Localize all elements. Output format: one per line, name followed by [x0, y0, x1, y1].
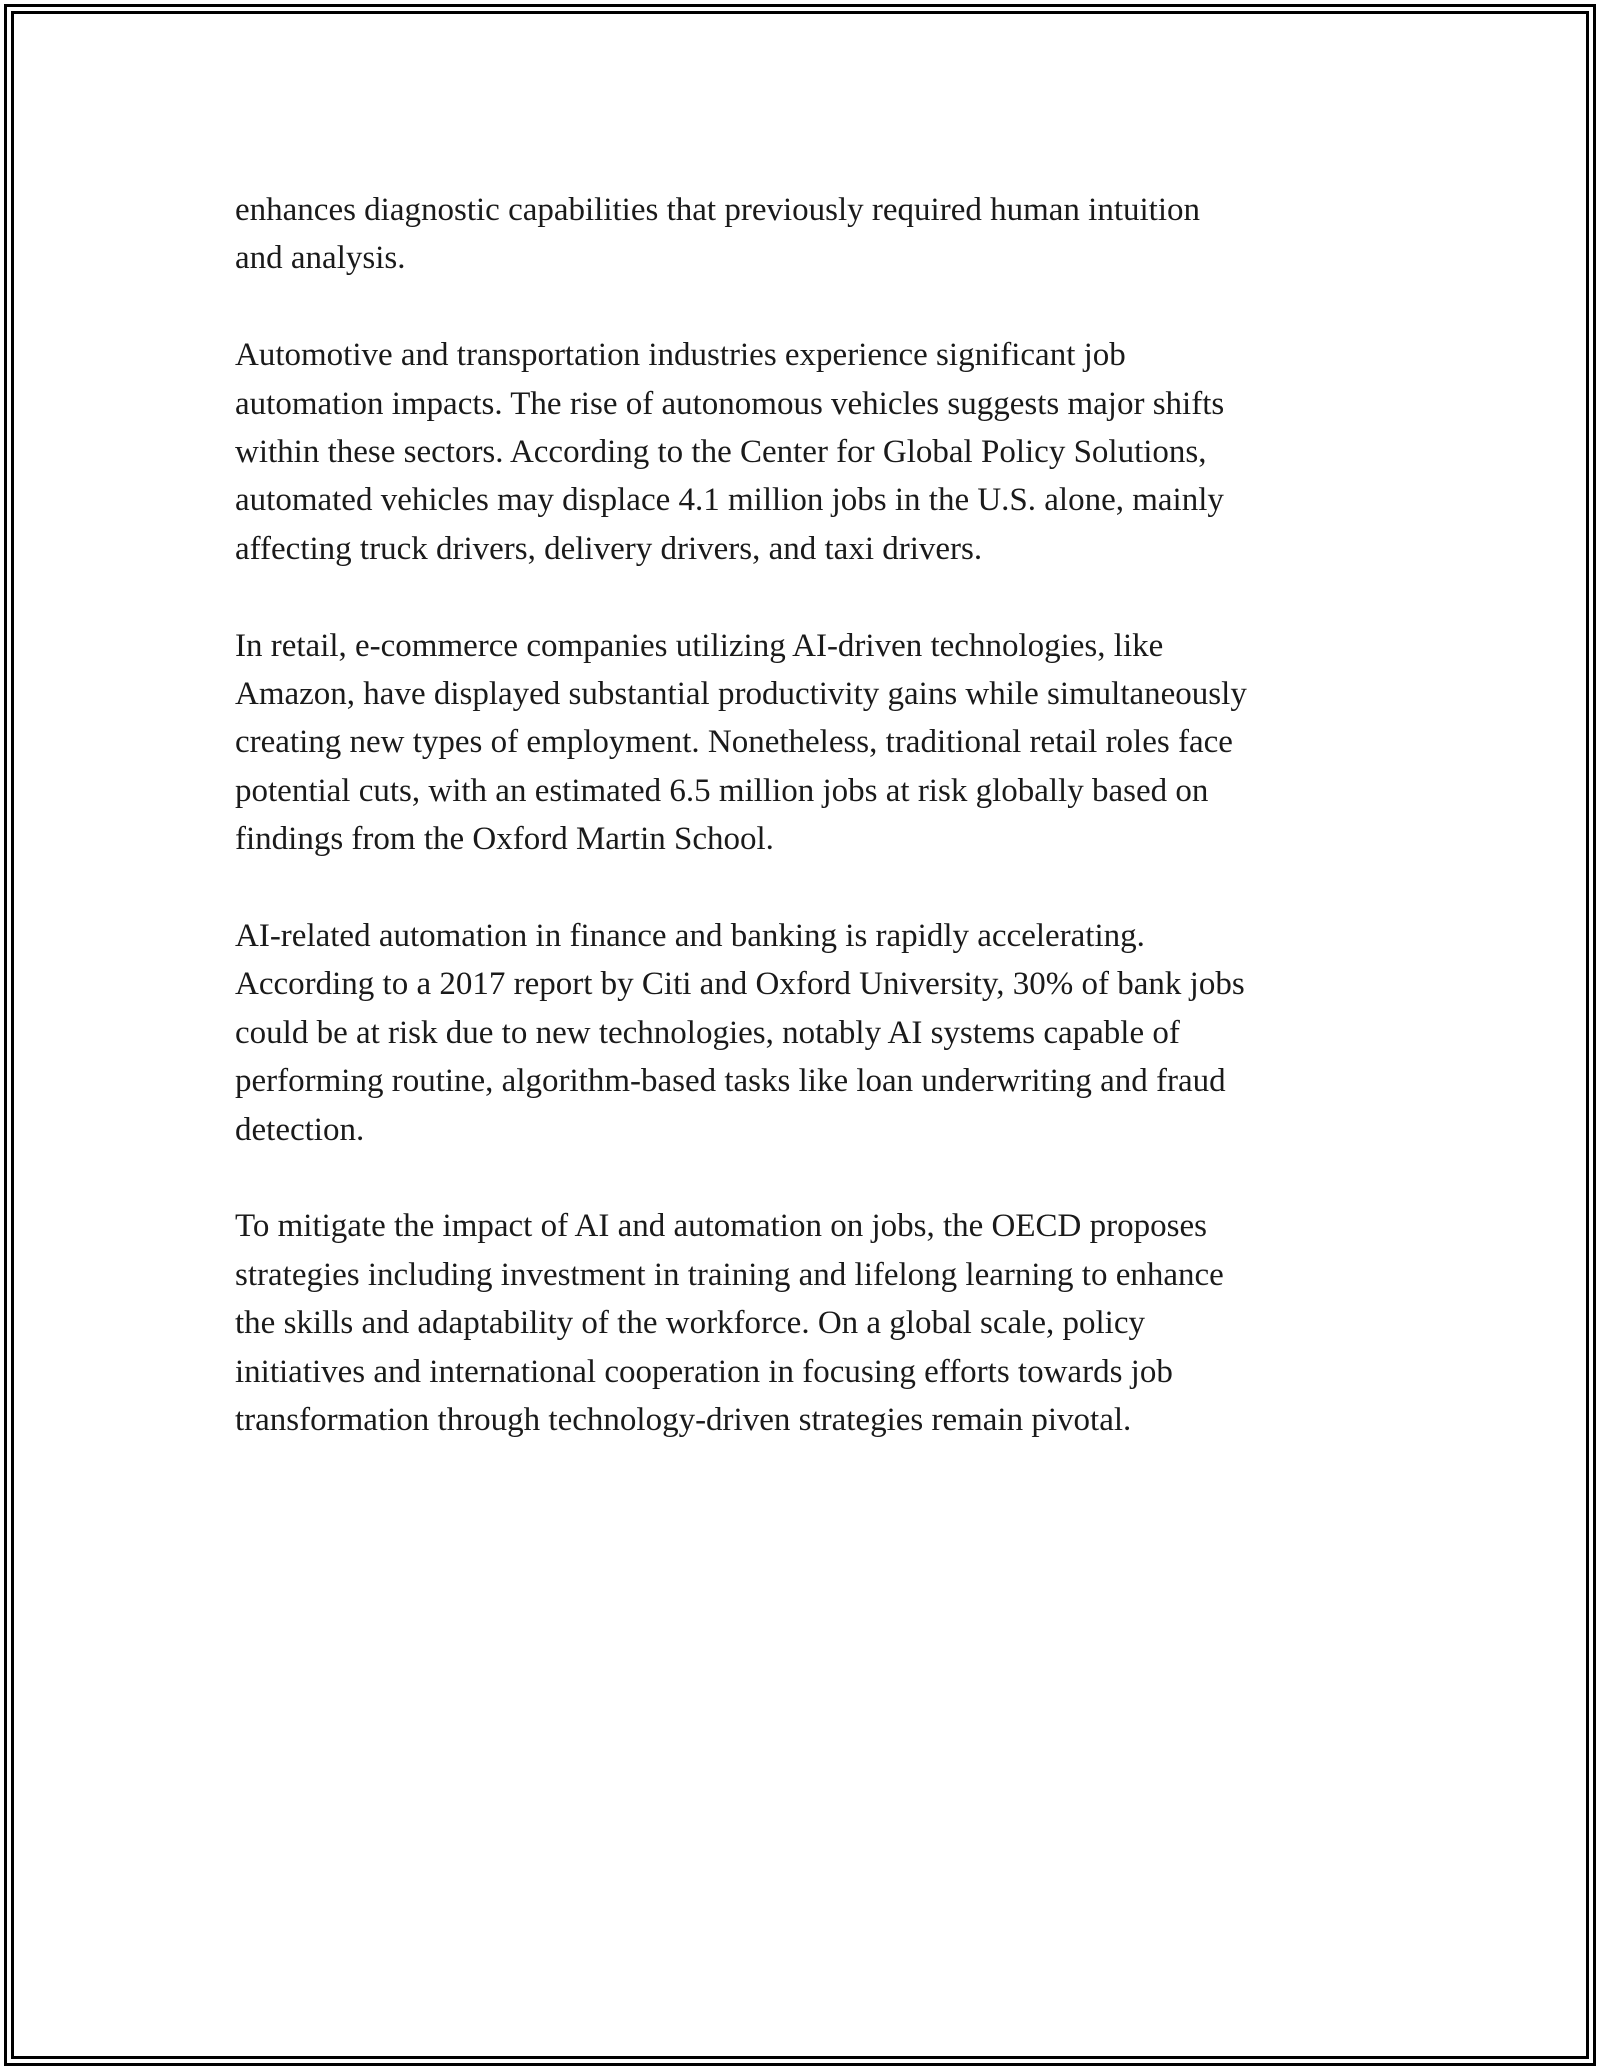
document-body: [235, 186, 1365, 1493]
paragraph-retail: In retail, e-commerce companies utilizing AI-driven technologies, like Amazon, have displayed substantial productivity gains while simultaneously creating new types of employment. Nonetheless, traditional retail roles face potential cuts, with an estimated 6.5 million jobs at risk globally based on findings from the Oxford Martin School.: [235, 627, 1247, 858]
paragraph-mitigation: To mitigate the impact of AI and automation on jobs, the OECD proposes strategies including investment in training and lifelong learning to enhance the skills and adaptability of the workforce. On a global scale, policy initiatives and international cooperation in focusing efforts towards job transformation through technology-driven strategies remain pivotal.: [235, 1208, 1224, 1439]
paragraph-diagnostics: enhances diagnostic capabilities that previously required human intuition and analysis.: [235, 192, 1200, 277]
paragraph-transportation: Automotive and transportation industries experience significant job automation impacts. The rise of autonomous vehicles suggests major shifts within these sectors. According to the Center for Global Policy Solutions, automated vehicles may displace 4.1 million jobs in the U.S. alone, mainly affecting truck drivers, delivery drivers, and taxi drivers.: [235, 337, 1225, 567]
paragraph-finance: AI-related automation in finance and banking is rapidly accelerating. According to a 2017 report by Citi and Oxford University, 30% of bank jobs could be at risk due to new technologies, notably AI systems capable of performing routine, algorithm-based tasks like loan underwriting and fraud detection.: [235, 918, 1245, 1148]
